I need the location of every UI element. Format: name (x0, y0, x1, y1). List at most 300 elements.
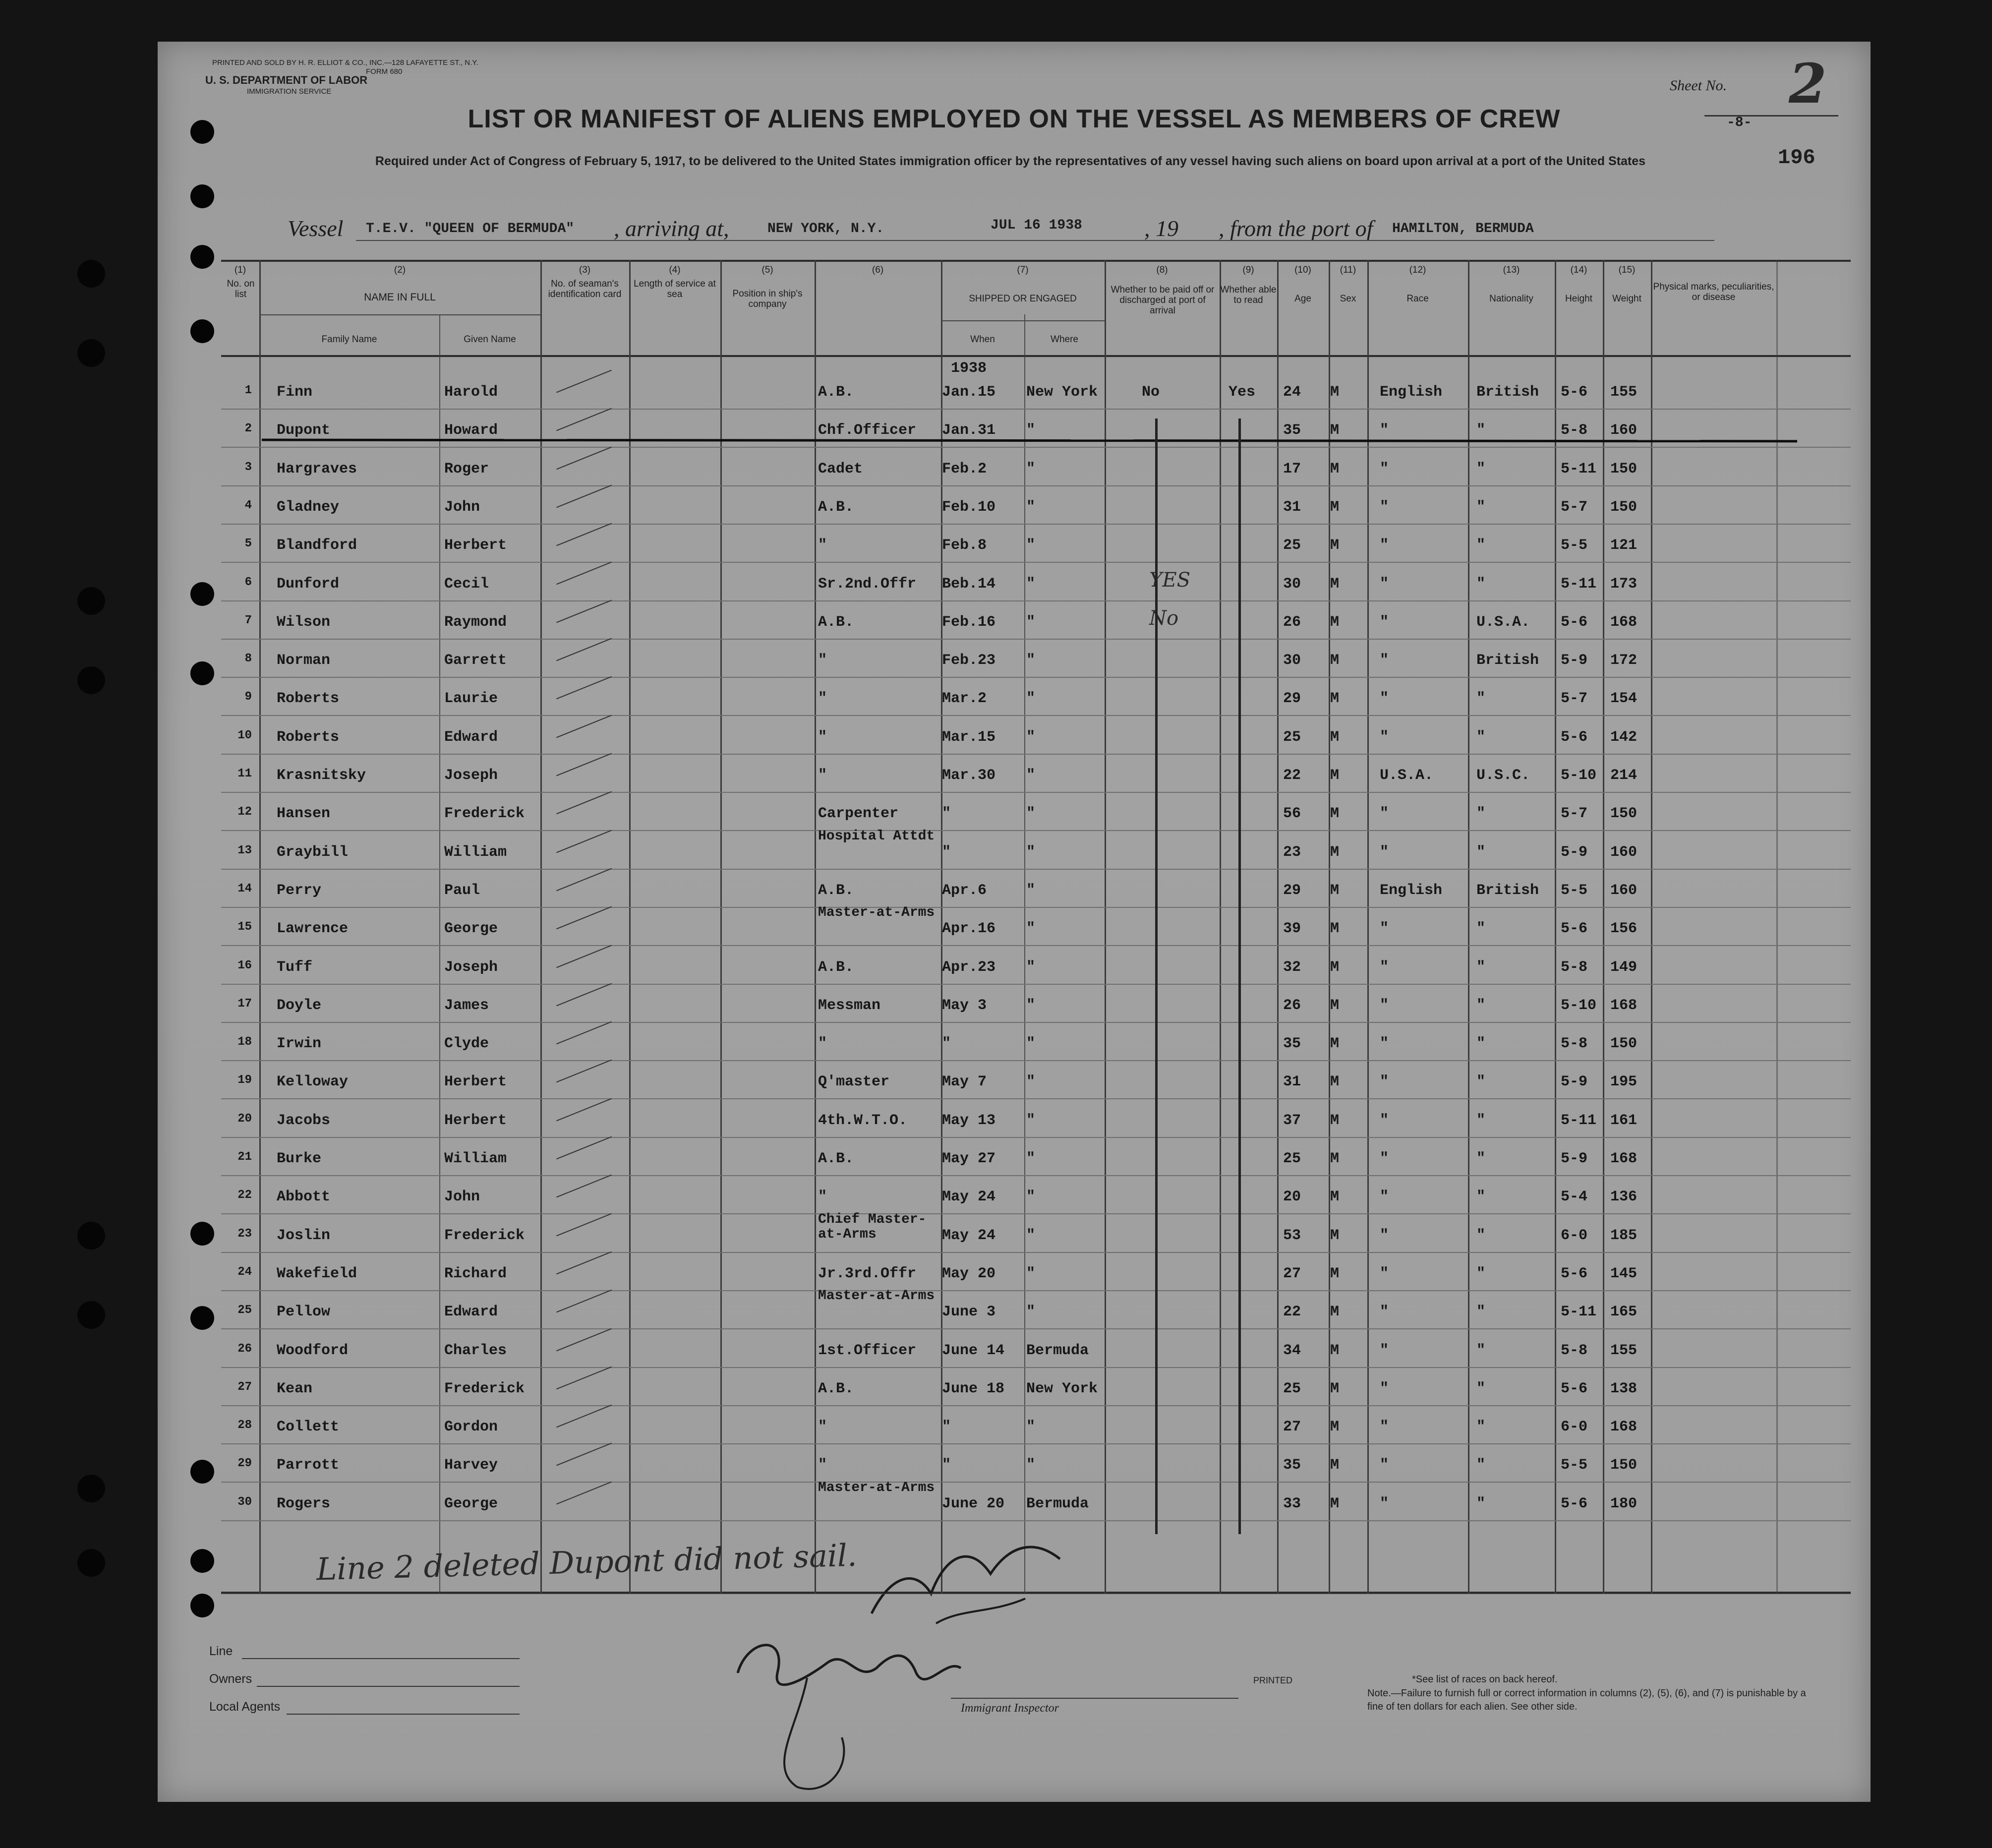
year-marker: 1938 (951, 360, 987, 377)
row-26-shipped-when: June 14 (942, 1342, 1005, 1359)
row-16-row-number: 16 (237, 958, 252, 972)
row-26-age: 34 (1283, 1342, 1301, 1359)
header-height: Height (1565, 294, 1592, 304)
id-card-check-mark (556, 791, 612, 815)
row-30-given-name: George (444, 1495, 498, 1512)
row-rule (221, 562, 1851, 563)
row-27-family-name: Kean (277, 1380, 313, 1397)
row-11-position: " (818, 767, 827, 784)
row-16-shipped-where: " (1026, 958, 1036, 976)
line-field (242, 1658, 520, 1659)
inspector-label: Immigrant Inspector (961, 1702, 1059, 1715)
row-rule (221, 984, 1851, 985)
row-25-position: Master-at-Arms (818, 1288, 935, 1304)
row-12-shipped-when: " (942, 805, 951, 823)
punch-hole (77, 1301, 105, 1329)
punch-hole (77, 1549, 105, 1577)
row-29-shipped-when: " (942, 1457, 951, 1474)
row-25-race: " (1380, 1304, 1389, 1321)
row-14-row-number: 14 (237, 882, 252, 895)
row-1-row-number: 1 (244, 384, 252, 397)
row-26-height: 5-8 (1561, 1342, 1588, 1359)
punch-hole (190, 319, 214, 343)
column-divider (1367, 260, 1369, 1594)
arrival-date: JUL 16 1938 (991, 218, 1082, 233)
row-12-shipped-where: " (1026, 805, 1036, 823)
row-13-race: " (1380, 843, 1389, 861)
row-12-sex: M (1330, 805, 1340, 823)
header-family-name: Family Name (321, 334, 377, 345)
punch-hole (190, 245, 214, 269)
punch-hole (77, 1475, 105, 1502)
header-where: Where (1051, 334, 1078, 345)
id-card-check-mark (556, 446, 612, 470)
sheet-mark: -8- (1727, 115, 1752, 130)
row-rule (221, 869, 1851, 870)
name-header-rule (259, 314, 540, 315)
row-6-sex: M (1330, 575, 1340, 593)
row-9-nationality: " (1476, 690, 1486, 708)
row-27-nationality: " (1476, 1380, 1486, 1397)
row-6-position: Sr.2nd.Offr (818, 575, 917, 593)
row-13-nationality: " (1476, 843, 1486, 861)
header-shipped: SHIPPED OR ENGAGED (969, 294, 1077, 304)
row-12-row-number: 12 (237, 805, 252, 819)
owners-field (257, 1686, 520, 1687)
row-20-nationality: " (1476, 1112, 1486, 1129)
id-card-check-mark (556, 638, 612, 661)
row-12-race: " (1380, 805, 1389, 823)
row-17-given-name: James (444, 997, 489, 1014)
inspector-signature-line (951, 1698, 1238, 1699)
row-11-height: 5-10 (1561, 767, 1597, 784)
row-4-shipped-where: " (1026, 498, 1036, 516)
row-2-height: 5-8 (1561, 422, 1588, 439)
row-1-able-to-read: Yes (1229, 384, 1256, 401)
column-divider (1651, 260, 1652, 1594)
row-2-weight: 160 (1610, 422, 1638, 439)
row-26-given-name: Charles (444, 1342, 507, 1359)
row-29-nationality: " (1476, 1457, 1486, 1474)
row-22-given-name: John (444, 1189, 480, 1206)
row-24-given-name: Richard (444, 1265, 507, 1282)
row-26-family-name: Woodford (277, 1342, 349, 1359)
row-3-family-name: Hargraves (277, 460, 357, 477)
row-2-strikethrough (262, 439, 1797, 443)
row-17-family-name: Doyle (277, 997, 322, 1014)
row-26-race: " (1380, 1342, 1389, 1359)
row-13-family-name: Graybill (277, 843, 349, 861)
row-30-height: 5-6 (1561, 1495, 1588, 1512)
row-4-family-name: Gladney (277, 498, 340, 516)
id-card-check-mark (556, 1175, 612, 1198)
row-19-given-name: Herbert (444, 1073, 507, 1091)
row-29-race: " (1380, 1457, 1389, 1474)
row-20-height: 5-11 (1561, 1112, 1597, 1129)
row-rule (221, 1213, 1851, 1214)
id-card-check-mark (556, 1098, 612, 1121)
row-3-weight: 150 (1610, 460, 1638, 477)
row-1-paid-off: No (1142, 384, 1160, 401)
row-22-race: " (1380, 1189, 1389, 1206)
row-27-shipped-when: June 18 (942, 1380, 1005, 1397)
row-27-row-number: 27 (237, 1380, 252, 1394)
row-1-height: 5-6 (1561, 384, 1588, 401)
row-15-row-number: 15 (237, 920, 252, 934)
row-4-age: 31 (1283, 498, 1301, 516)
row-4-row-number: 4 (244, 498, 252, 512)
row-24-age: 27 (1283, 1265, 1301, 1282)
row-13-shipped-when: " (942, 843, 951, 861)
row-7-height: 5-6 (1561, 613, 1588, 631)
row-2-nationality: " (1476, 422, 1486, 439)
row-9-race: " (1380, 690, 1389, 708)
id-card-check-mark (556, 599, 612, 623)
row-30-family-name: Rogers (277, 1495, 331, 1512)
row-29-shipped-where: " (1026, 1457, 1036, 1474)
voyage-underline (356, 240, 1714, 241)
row-12-position: Carpenter (818, 805, 899, 823)
row-8-nationality: British (1476, 652, 1539, 669)
col-num-1: (1) (234, 265, 246, 275)
row-15-given-name: George (444, 920, 498, 938)
col-num-6: (6) (872, 265, 884, 275)
row-17-race: " (1380, 997, 1389, 1014)
row-8-row-number: 8 (244, 652, 252, 666)
row-4-height: 5-7 (1561, 498, 1588, 516)
col-num-8: (8) (1156, 265, 1168, 275)
row-11-family-name: Krasnitsky (277, 767, 366, 784)
row-26-row-number: 26 (237, 1342, 252, 1356)
header-able-to-read: Whether able to read (1220, 285, 1277, 305)
row-1-sex: M (1330, 384, 1340, 401)
id-card-check-mark (556, 1443, 612, 1466)
row-6-shipped-when: Beb.14 (942, 575, 996, 593)
row-6-paid-off: YES (1149, 568, 1191, 592)
row-12-age: 56 (1283, 805, 1301, 823)
row-2-age: 35 (1283, 422, 1301, 439)
id-card-check-mark (556, 868, 612, 891)
row-10-row-number: 10 (237, 728, 252, 742)
row-14-position: A.B. (818, 882, 854, 899)
row-30-nationality: " (1476, 1495, 1486, 1512)
row-4-weight: 150 (1610, 498, 1638, 516)
row-29-family-name: Parrott (277, 1457, 340, 1474)
row-2-given-name: Howard (444, 422, 498, 439)
column-divider (1555, 260, 1556, 1594)
vessel-label: Vessel (288, 216, 344, 241)
column-divider (720, 260, 722, 1594)
header-paid-off: Whether to be paid off or discharged at port of arrival (1111, 285, 1215, 316)
row-2-family-name: Dupont (277, 422, 331, 439)
row-5-sex: M (1330, 537, 1340, 554)
row-17-shipped-where: " (1026, 997, 1036, 1014)
row-5-nationality: " (1476, 537, 1486, 554)
row-rule (221, 1290, 1851, 1291)
row-rule (221, 1098, 1851, 1099)
id-card-check-mark (556, 1251, 612, 1274)
local-agents-field (287, 1714, 520, 1715)
row-23-position: Chief Master-at-Arms (818, 1211, 927, 1242)
row-22-sex: M (1330, 1189, 1340, 1206)
row-16-weight: 149 (1610, 958, 1638, 976)
row-5-family-name: Blandford (277, 537, 357, 554)
row-7-given-name: Raymond (444, 613, 507, 631)
row-19-height: 5-9 (1561, 1073, 1588, 1091)
local-agents-label: Local Agents (209, 1700, 281, 1714)
row-28-sex: M (1330, 1419, 1340, 1436)
row-14-shipped-when: Apr.6 (942, 882, 987, 899)
able-read-ditto-line (1238, 418, 1241, 1534)
row-25-row-number: 25 (237, 1304, 252, 1317)
row-rule (221, 1482, 1851, 1483)
row-19-weight: 195 (1610, 1073, 1638, 1091)
row-22-position: " (818, 1189, 827, 1206)
row-11-given-name: Joseph (444, 767, 498, 784)
row-14-age: 29 (1283, 882, 1301, 899)
row-rule (221, 1405, 1851, 1406)
row-28-shipped-when: " (942, 1419, 951, 1436)
row-2-row-number: 2 (244, 422, 252, 436)
row-15-weight: 156 (1610, 920, 1638, 938)
column-divider (1603, 260, 1604, 1594)
row-20-sex: M (1330, 1112, 1340, 1129)
row-18-weight: 150 (1610, 1035, 1638, 1053)
row-16-shipped-when: Apr.23 (942, 958, 996, 976)
row-7-family-name: Wilson (277, 613, 331, 631)
line-label: Line (209, 1644, 233, 1658)
row-18-family-name: Irwin (277, 1035, 322, 1053)
header-given-name: Given Name (464, 334, 516, 345)
id-card-check-mark (556, 676, 612, 700)
row-rule (221, 409, 1851, 410)
row-rule (221, 1252, 1851, 1253)
row-21-family-name: Burke (277, 1150, 322, 1167)
row-rule (221, 1520, 1851, 1521)
row-9-height: 5-7 (1561, 690, 1588, 708)
column-divider (815, 260, 816, 1594)
row-rule (221, 1060, 1851, 1061)
id-card-check-mark (556, 1481, 612, 1504)
row-10-race: " (1380, 728, 1389, 746)
row-6-height: 5-11 (1561, 575, 1597, 593)
row-18-shipped-when: " (942, 1035, 951, 1053)
row-13-shipped-where: " (1026, 843, 1036, 861)
row-6-weight: 173 (1610, 575, 1638, 593)
id-card-check-mark (556, 484, 612, 508)
row-7-position: A.B. (818, 613, 854, 631)
row-14-height: 5-5 (1561, 882, 1588, 899)
row-10-height: 5-6 (1561, 728, 1588, 746)
row-24-position: Jr.3rd.Offr (818, 1265, 917, 1282)
row-10-family-name: Roberts (277, 728, 340, 746)
column-divider (1776, 260, 1778, 1594)
row-21-race: " (1380, 1150, 1389, 1167)
punch-hole (190, 1306, 214, 1330)
row-28-given-name: Gordon (444, 1419, 498, 1436)
row-13-age: 23 (1283, 843, 1301, 861)
row-28-family-name: Collett (277, 1419, 340, 1436)
row-21-row-number: 21 (237, 1150, 252, 1164)
row-28-weight: 168 (1610, 1419, 1638, 1436)
row-5-given-name: Herbert (444, 537, 507, 554)
row-rule (221, 1328, 1851, 1329)
row-16-position: A.B. (818, 958, 854, 976)
row-26-shipped-where: Bermuda (1026, 1342, 1089, 1359)
service-name: IMMIGRATION SERVICE (247, 87, 332, 96)
row-1-given-name: Harold (444, 384, 498, 401)
row-25-nationality: " (1476, 1304, 1486, 1321)
column-divider (1277, 260, 1279, 1594)
row-2-shipped-when: Jan.31 (942, 422, 996, 439)
row-20-family-name: Jacobs (277, 1112, 331, 1129)
row-16-family-name: Tuff (277, 958, 313, 976)
row-9-age: 29 (1283, 690, 1301, 708)
row-4-given-name: John (444, 498, 480, 516)
row-15-position: Master-at-Arms (818, 905, 935, 921)
row-14-nationality: British (1476, 882, 1539, 899)
row-22-height: 5-4 (1561, 1189, 1588, 1206)
punch-hole (77, 666, 105, 694)
id-card-check-mark (556, 1021, 612, 1045)
row-29-age: 35 (1283, 1457, 1301, 1474)
row-17-weight: 168 (1610, 997, 1638, 1014)
row-rule (221, 600, 1851, 601)
header-sex: Sex (1340, 294, 1356, 304)
row-21-shipped-where: " (1026, 1150, 1036, 1167)
row-29-weight: 150 (1610, 1457, 1638, 1474)
penalty-note: Note.—Failure to furnish full or correct information in columns (2), (5), (6), and (7) is punishable by a fine of ten dollars for each alien. See other side. (1367, 1688, 1806, 1712)
row-18-age: 35 (1283, 1035, 1301, 1053)
id-card-check-mark (556, 715, 612, 738)
row-26-sex: M (1330, 1342, 1340, 1359)
row-11-nationality: U.S.C. (1476, 767, 1530, 784)
row-23-shipped-when: May 24 (942, 1227, 996, 1244)
header-age: Age (1294, 294, 1311, 304)
row-25-weight: 165 (1610, 1304, 1638, 1321)
id-card-check-mark (556, 523, 612, 546)
punch-hole (77, 339, 105, 367)
row-19-age: 31 (1283, 1073, 1301, 1091)
row-15-sex: M (1330, 920, 1340, 938)
row-28-row-number: 28 (237, 1419, 252, 1432)
row-11-race: U.S.A. (1380, 767, 1434, 784)
row-11-shipped-when: Mar.30 (942, 767, 996, 784)
header-position: Position in ship's company (732, 289, 803, 309)
id-card-check-mark (556, 1290, 612, 1313)
column-divider (1105, 260, 1106, 1594)
row-3-age: 17 (1283, 460, 1301, 477)
row-3-race: " (1380, 460, 1389, 477)
shipped-header-rule (941, 320, 1105, 321)
row-8-sex: M (1330, 652, 1340, 669)
row-8-shipped-when: Feb.23 (942, 652, 996, 669)
row-15-shipped-when: Apr.16 (942, 920, 996, 938)
row-12-nationality: " (1476, 805, 1486, 823)
row-27-height: 5-6 (1561, 1380, 1588, 1397)
paid-off-ditto-line (1155, 418, 1158, 1534)
row-19-shipped-when: May 7 (942, 1073, 987, 1091)
row-26-position: 1st.Officer (818, 1342, 917, 1359)
row-16-age: 32 (1283, 958, 1301, 976)
sheet-number-label: Sheet No. (1670, 77, 1727, 94)
row-11-weight: 214 (1610, 767, 1638, 784)
row-29-given-name: Harvey (444, 1457, 498, 1474)
row-17-shipped-when: May 3 (942, 997, 987, 1014)
row-1-age: 24 (1283, 384, 1301, 401)
row-29-sex: M (1330, 1457, 1340, 1474)
row-30-row-number: 30 (237, 1495, 252, 1509)
row-25-family-name: Pellow (277, 1304, 331, 1321)
header-bottom-border (221, 355, 1851, 357)
row-15-height: 5-6 (1561, 920, 1588, 938)
row-19-position: Q'master (818, 1073, 890, 1091)
row-17-height: 5-10 (1561, 997, 1597, 1014)
column-divider (1468, 260, 1469, 1594)
col-num-13: (13) (1503, 265, 1520, 275)
row-30-shipped-when: June 20 (942, 1495, 1005, 1512)
row-3-sex: M (1330, 460, 1340, 477)
row-24-sex: M (1330, 1265, 1340, 1282)
header-service-length: Length of service at sea (634, 279, 716, 299)
row-14-given-name: Paul (444, 882, 480, 899)
races-note: *See list of races on back hereof. (1412, 1674, 1558, 1685)
row-1-shipped-where: New York (1026, 384, 1098, 401)
row-8-position: " (818, 652, 827, 669)
row-5-weight: 121 (1610, 537, 1638, 554)
row-10-shipped-where: " (1026, 728, 1036, 746)
row-9-position: " (818, 690, 827, 708)
row-28-race: " (1380, 1419, 1389, 1436)
row-18-position: " (818, 1035, 827, 1053)
row-1-position: A.B. (818, 384, 854, 401)
row-19-shipped-where: " (1026, 1073, 1036, 1091)
row-30-position: Master-at-Arms (818, 1480, 935, 1495)
row-rule (221, 1443, 1851, 1444)
row-7-weight: 168 (1610, 613, 1638, 631)
row-13-given-name: William (444, 843, 507, 861)
row-18-row-number: 18 (237, 1035, 252, 1049)
row-23-weight: 185 (1610, 1227, 1638, 1244)
col-num-9: (9) (1242, 265, 1254, 275)
row-17-row-number: 17 (237, 997, 252, 1011)
punch-hole (190, 1460, 214, 1484)
row-28-age: 27 (1283, 1419, 1301, 1436)
row-24-weight: 145 (1610, 1265, 1638, 1282)
row-11-row-number: 11 (237, 767, 252, 780)
row-1-family-name: Finn (277, 384, 313, 401)
row-21-position: A.B. (818, 1150, 854, 1167)
row-18-race: " (1380, 1035, 1389, 1053)
row-rule (221, 830, 1851, 831)
row-9-shipped-where: " (1026, 690, 1036, 708)
row-3-height: 5-11 (1561, 460, 1597, 477)
name-subdivider (439, 314, 440, 1594)
col-num-15: (15) (1618, 265, 1636, 275)
row-6-race: " (1380, 575, 1389, 593)
row-21-weight: 168 (1610, 1150, 1638, 1167)
column-divider (1220, 260, 1221, 1594)
row-27-position: A.B. (818, 1380, 854, 1397)
col-num-2: (2) (394, 265, 406, 275)
punch-hole (77, 1222, 105, 1250)
col-num-14: (14) (1570, 265, 1587, 275)
row-11-sex: M (1330, 767, 1340, 784)
header-id-card: No. of seaman's identification card (548, 279, 622, 299)
row-6-age: 30 (1283, 575, 1301, 593)
row-28-height: 6-0 (1561, 1419, 1588, 1436)
row-8-race: " (1380, 652, 1389, 669)
